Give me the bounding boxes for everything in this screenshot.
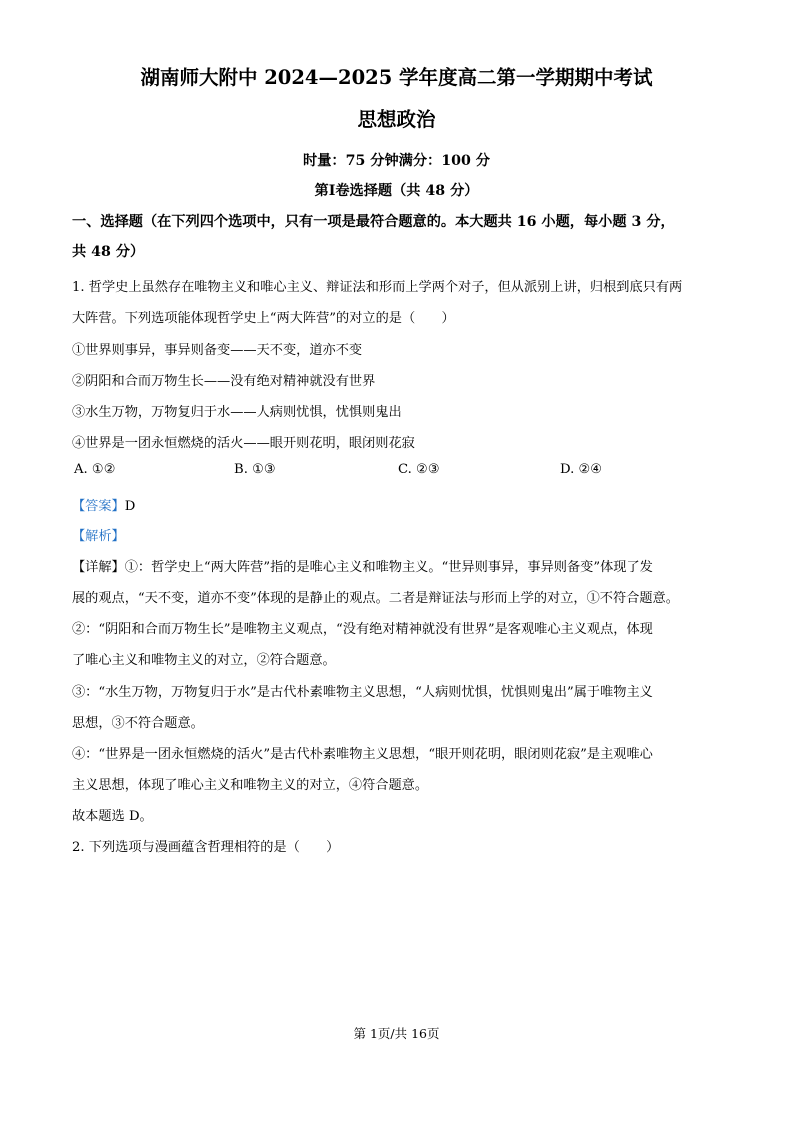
section-heading-line2: 共 48 分） [72, 244, 145, 260]
q1-detail-line: 思想，③不符合题意。 [72, 716, 204, 731]
q1-answer [72, 495, 732, 514]
subject-title: 思想政治 [357, 108, 436, 131]
q1-stem-line1: 1. 哲学史上虽然存在唯物主义和唯心主义、辩证法和形而上学两个对子，但从派别上讲，归根到底只有两 [72, 280, 683, 295]
q1-detail-line: 了唯心主义和唯物主义的对立，②符合题意。 [72, 653, 336, 668]
section-heading-line1: 一、选择题（在下列四个选项中，只有一项是最符合题意的。本大题共 16 小题，每小题 3 分， [72, 214, 675, 230]
q1-detail-line: ②：“阴阳和合而万物生长”是唯物主义观点，“没有绝对精神就没有世界”是客观唯心主义观点，体现 [72, 622, 653, 637]
q1-option-b: B. ①③ [234, 462, 276, 477]
page-number: 第 1页/共 16页 [353, 1026, 440, 1041]
analysis-tag: 【解析】 [72, 529, 125, 544]
q1-detail-line: 故本题选 D。 [72, 809, 153, 824]
q1-option-d: D. ②④ [560, 462, 603, 477]
q1-detail-line: 【详解】①：哲学史上“两大阵营”指的是唯心主义和唯物主义。“世异则事异，事异则备变”体现了发 [72, 560, 653, 575]
q1-stem-line2: 大阵营。下列选项能体现哲学史上“两大阵营”的对立的是（ ） [72, 311, 455, 326]
q1-item-2: ②阴阳和合而万物生长——没有绝对精神就没有世界 [72, 374, 376, 389]
q1-detail-line: ③：“水生万物，万物复归于水”是古代朴素唯物主义思想，“人病则忧惧，忧惧则鬼出”属于唯物主义 [72, 685, 653, 700]
q1-option-a: A. ①② [74, 462, 116, 477]
q1-item-3: ③水生万物，万物复归于水——人病则忧惧，忧惧则鬼出 [72, 405, 402, 420]
q1-item-1: ①世界则事异，事异则备变——天不变，道亦不变 [72, 343, 363, 358]
q1-detail-line: 主义思想，体现了唯心主义和唯物主义的对立，④符合题意。 [72, 778, 429, 793]
volume-heading: 第Ⅰ卷选择题（共 48 分） [314, 183, 479, 199]
exam-title: 湖南师大附中 2024—2025 学年度高二第一学期期中考试 [140, 66, 653, 89]
q1-detail-line: 展的观点，“天不变，道亦不变”体现的是静止的观点。二者是辩证法与形而上学的对立，①不符合题意。 [72, 591, 679, 606]
q2-stem: 2. 下列选项与漫画蕴含哲理相符的是（ ） [72, 840, 340, 855]
answer-tag: 【答案】 [72, 499, 125, 514]
answer-value: D [124, 499, 136, 514]
q1-option-c: C. ②③ [398, 462, 440, 477]
q1-detail-line: ④：“世界是一团永恒燃烧的活火”是古代朴素唯物主义思想，“眼开则花明，眼闭则花寂”是主观唯心 [72, 747, 653, 762]
time-score: 时量：75 分钟满分：100 分 [303, 153, 490, 169]
q1-item-4: ④世界是一团永恒燃烧的活火——眼开则花明，眼闭则花寂 [72, 436, 415, 451]
